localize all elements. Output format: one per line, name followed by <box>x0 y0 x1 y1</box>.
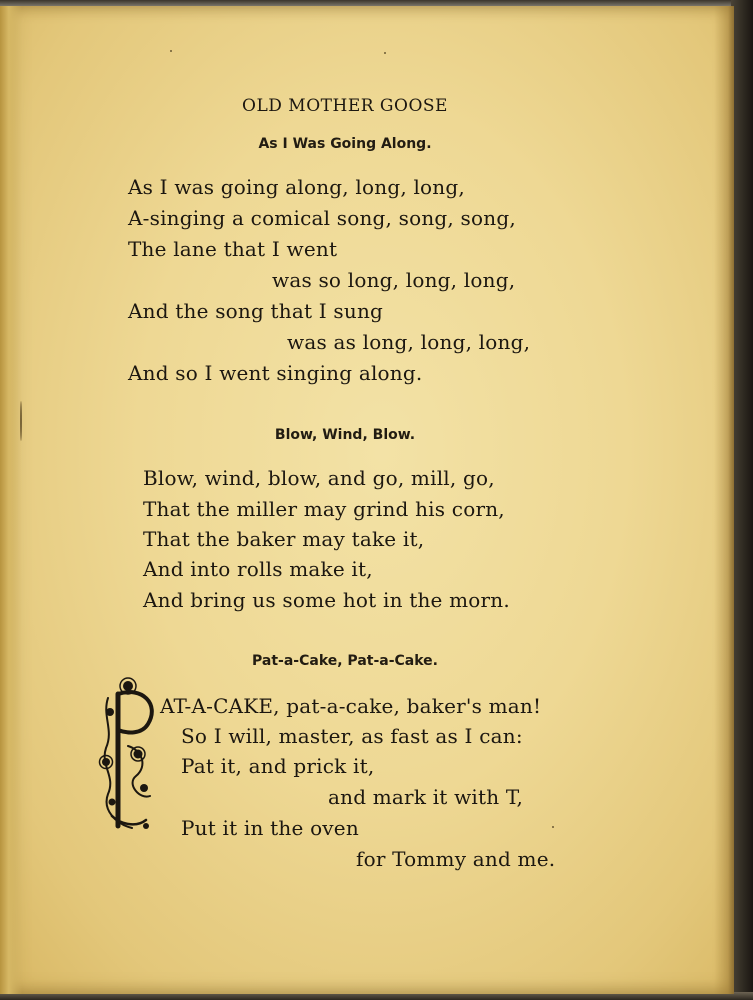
verse-line: A-singing a comical song, song, song, <box>128 206 516 230</box>
verse-line: And bring us some hot in the morn. <box>143 588 510 612</box>
verse-line: for Tommy and me. <box>356 847 556 871</box>
running-head: OLD MOTHER GOOSE <box>242 96 448 116</box>
verse-line: was so long, long, long, <box>272 268 516 292</box>
verse-line: The lane that I went <box>128 237 338 261</box>
verse-line: That the baker may take it, <box>143 527 425 551</box>
page-binding-shadow <box>0 6 22 994</box>
paper-speck <box>170 50 172 52</box>
poem-title: As I Was Going Along. <box>258 136 432 152</box>
verse-line: As I was going along, long, long, <box>128 175 465 199</box>
verse-line: So I will, master, as fast as I can: <box>181 724 523 748</box>
verse-line-dropcap-continuation: AT-A-CAKE, pat-a-cake, baker's man! <box>160 694 542 718</box>
verse-line: Pat it, and prick it, <box>181 754 375 778</box>
page-paper <box>0 6 734 994</box>
poem-title: Blow, Wind, Blow. <box>274 427 416 443</box>
verse-line: Put it in the oven <box>181 816 359 840</box>
paper-speck <box>384 52 386 54</box>
poem-title: Pat-a-Cake, Pat-a-Cake. <box>252 653 438 669</box>
ornamental-dropcap-p <box>98 676 160 836</box>
verse-line: That the miller may grind his corn, <box>143 497 505 521</box>
verse-line: Blow, wind, blow, and go, mill, go, <box>143 466 495 490</box>
verse-line: was as long, long, long, <box>287 330 531 354</box>
verse-line: And so I went singing along. <box>128 361 423 385</box>
verse-line: and mark it with T, <box>328 785 524 809</box>
book-cover-right-edge <box>731 0 753 1000</box>
verse-line: And into rolls make it, <box>143 557 373 581</box>
verse-line: And the song that I sung <box>128 299 384 323</box>
page-right-edge-shadow <box>714 6 734 994</box>
paper-speck <box>552 826 554 828</box>
